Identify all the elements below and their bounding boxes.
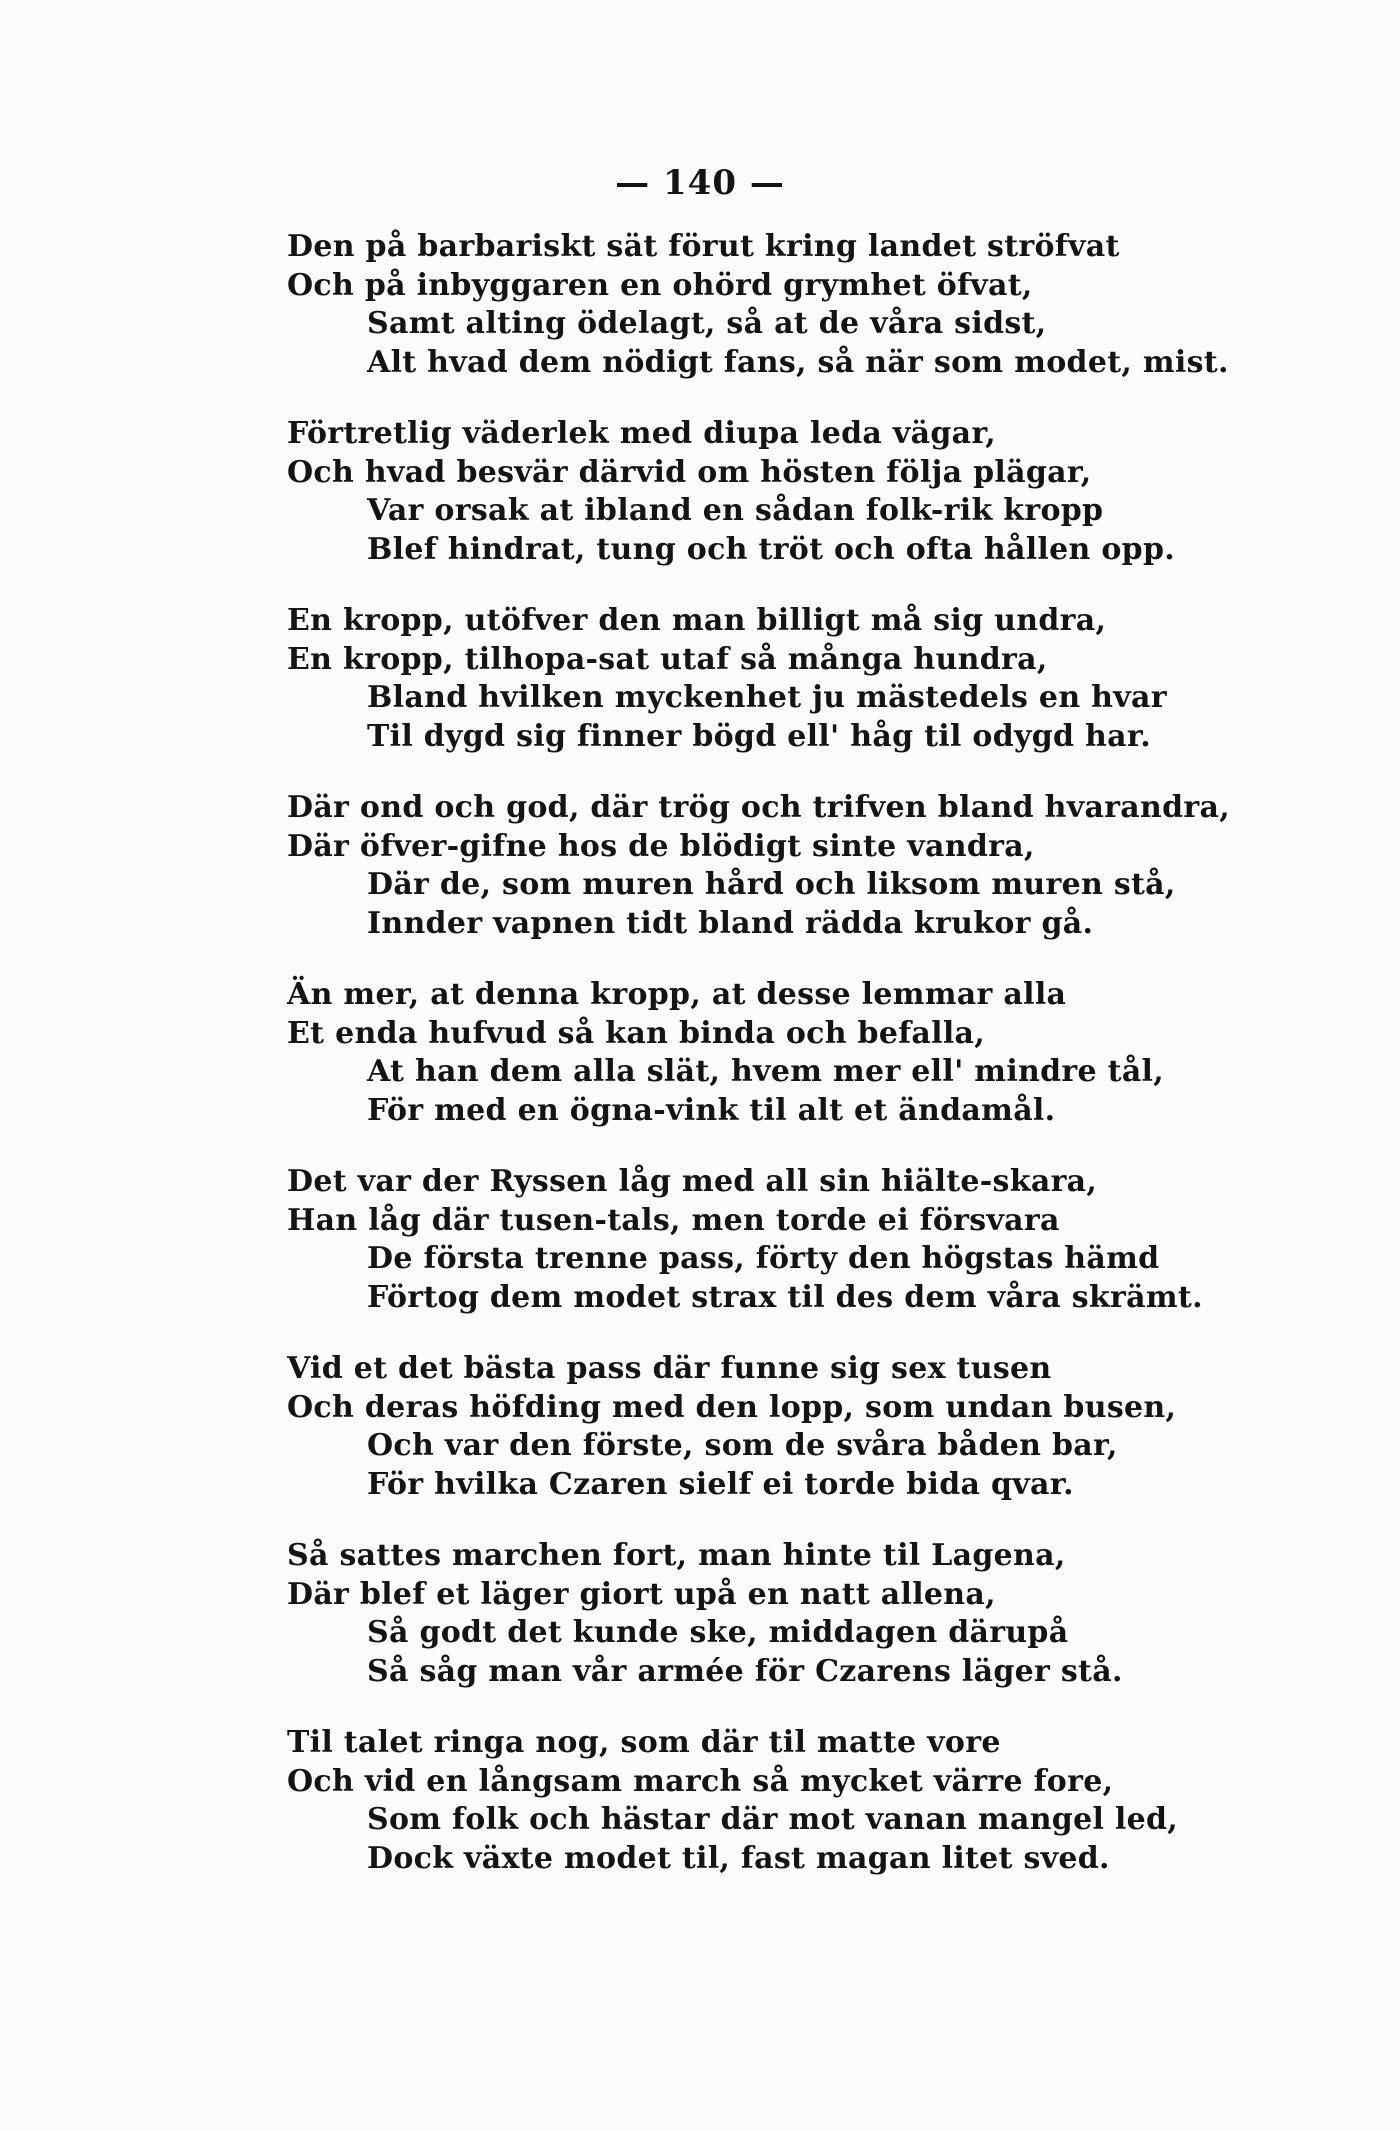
verse-line: Förtretlig väderlek med diupa leda vägar, — [287, 416, 997, 451]
verse-line: En kropp, tilhopa-sat utaf så många hundra, — [287, 641, 1048, 677]
stanza-9 — [287, 1724, 1287, 1885]
verse-line: För med en ögna-vink til alt et ändamål. — [367, 1092, 1056, 1128]
verse-line: Blef hindrat, tung och tröt och ofta hållen opp. — [367, 531, 1175, 567]
stanza-6 — [287, 1163, 1287, 1324]
verse-line: Til dygd sig finner bögd ell' håg til odygd har. — [367, 718, 1151, 754]
verse-line: Och deras höfding med den lopp, som undan busen, — [287, 1389, 1177, 1425]
verse-line: För hvilka Czaren sielf ei torde bida qvar. — [367, 1466, 1074, 1502]
verse-line: Där blef et läger giort upå en natt allena, — [287, 1576, 996, 1612]
verse-line: Och på inbyggaren en ohörd grymhet öfvat, — [287, 267, 1033, 303]
verse-line: Så godt det kunde ske, middagen därupå — [367, 1615, 1069, 1650]
stanza-7 — [287, 1350, 1287, 1511]
verse-line: Han låg där tusen-tals, men torde ei försvara — [287, 1202, 1060, 1238]
verse-line: Bland hvilken myckenhet ju mästedels en hvar — [367, 680, 1167, 715]
verse-line: Samt alting ödelagt, så at de våra sidst, — [367, 306, 1047, 341]
verse-line: Var orsak at ibland en sådan folk-rik kropp — [367, 493, 1104, 528]
verse-line: Til talet ringa nog, som där til matte vore — [287, 1725, 1001, 1760]
page-number: — 140 — — [615, 163, 785, 203]
verse-line: Et enda hufvud så kan binda och befalla, — [287, 1015, 986, 1051]
verse-line: Förtog dem modet strax til des dem våra skrämt. — [367, 1279, 1203, 1315]
verse-line: Den på barbariskt sät förut kring landet ströfvat — [287, 229, 1120, 264]
verse-line: Så sattes marchen fort, man hinte til Lagena, — [287, 1538, 1066, 1573]
poem-body — [287, 228, 1287, 1911]
stanza-5 — [287, 976, 1287, 1137]
verse-line: Alt hvad dem nödigt fans, så när som modet, mist. — [367, 344, 1229, 380]
verse-line: Innder vapnen tidt bland rädda krukor gå. — [367, 905, 1094, 941]
verse-line: Där öfver-gifne hos de blödigt sinte vandra, — [287, 828, 1035, 864]
verse-line: Och vid en långsam march så mycket värre fore, — [287, 1763, 1114, 1799]
stanza-2 — [287, 415, 1287, 576]
verse-line: De första trenne pass, förty den högstas hämd — [367, 1241, 1160, 1276]
verse-line: Som folk och hästar där mot vanan mangel led, — [367, 1802, 1179, 1837]
verse-line: Det var der Ryssen låg med all sin hiälte-skara, — [287, 1164, 1098, 1199]
verse-line: Och var den förste, som de svåra båden bar, — [367, 1428, 1118, 1463]
stanza-3 — [287, 602, 1287, 763]
verse-line: Än mer, at denna kropp, at desse lemmar alla — [287, 977, 1067, 1012]
stanza-4 — [287, 789, 1287, 950]
verse-line: Och hvad besvär därvid om hösten följa plägar, — [287, 454, 1092, 490]
stanza-8 — [287, 1537, 1287, 1698]
verse-line: Så såg man vår armée för Czarens läger stå. — [367, 1653, 1123, 1689]
stanza-1 — [287, 228, 1287, 389]
verse-line: Där ond och god, där trög och trifven bland hvarandra, — [287, 790, 1231, 825]
verse-line: Dock växte modet til, fast magan litet sved. — [367, 1840, 1110, 1876]
verse-line: Där de, som muren hård och liksom muren stå, — [367, 867, 1176, 902]
verse-line: At han dem alla slät, hvem mer ell' mindre tål, — [367, 1054, 1164, 1089]
verse-line: Vid et det bästa pass där funne sig sex tusen — [287, 1351, 1052, 1386]
verse-line: En kropp, utöfver den man billigt må sig undra, — [287, 603, 1107, 638]
